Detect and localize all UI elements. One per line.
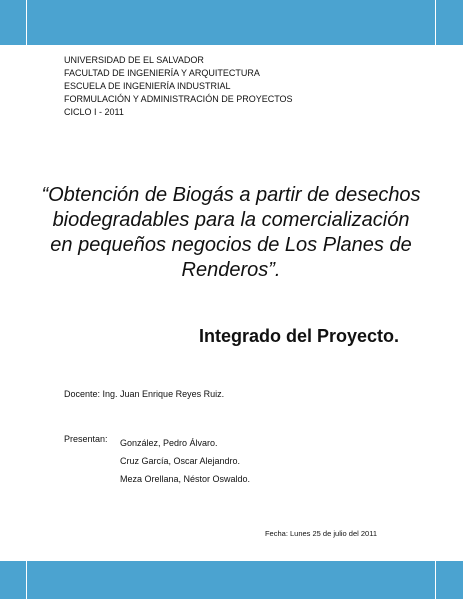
presentan-label: Presentan: — [64, 434, 108, 444]
institution-line: FORMULACIÓN Y ADMINISTRACIÓN DE PROYECTOS — [64, 94, 293, 104]
author-name: González, Pedro Álvaro. — [120, 438, 218, 448]
top-decorative-band — [0, 0, 463, 46]
institution-line: FACULTAD DE INGENIERÍA Y ARQUITECTURA — [64, 68, 260, 78]
band-divider — [26, 560, 27, 599]
band-divider — [26, 0, 27, 46]
band-divider — [0, 560, 463, 561]
institution-line: CICLO I - 2011 — [64, 107, 124, 117]
institution-header — [64, 54, 293, 119]
institution-line: ESCUELA DE INGENIERÍA INDUSTRIAL — [64, 81, 231, 91]
docente-line: Docente: Ing. Juan Enrique Reyes Ruiz. — [64, 389, 225, 399]
document-title-block — [40, 183, 422, 283]
document-subtitle: Integrado del Proyecto. — [198, 326, 399, 346]
band-divider — [435, 560, 436, 599]
author-name: Meza Orellana, Néstor Oswaldo. — [120, 474, 251, 484]
institution-line: UNIVERSIDAD DE EL SALVADOR — [64, 55, 204, 65]
bottom-decorative-band — [0, 560, 463, 599]
document-title: “Obtención de Biogás a partir de desechos biodegradables para la comercialización en pequeños negocios de Los Planes de Renderos”. — [41, 184, 421, 281]
author-name: Cruz García, Oscar Alejandro. — [120, 456, 241, 466]
author-list — [120, 434, 250, 488]
date-line: Fecha: Lunes 25 de julio del 2011 — [264, 529, 377, 538]
band-divider — [435, 0, 436, 46]
band-divider — [0, 45, 463, 46]
